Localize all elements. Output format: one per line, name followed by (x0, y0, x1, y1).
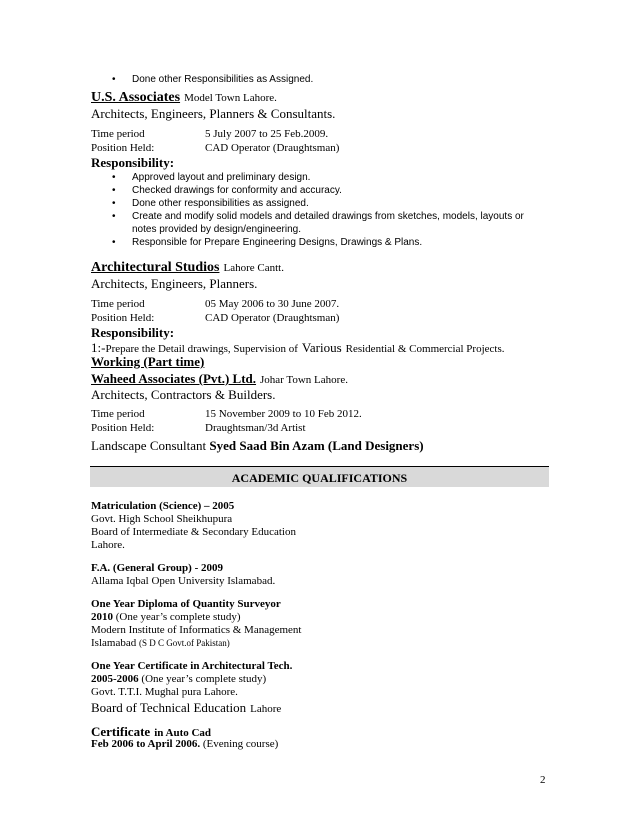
qualification-year-note: (One year’s complete study) (141, 673, 267, 685)
qualification-title: One Year Certificate in Architectural Tech. (91, 660, 293, 672)
qualification-year-line (91, 611, 240, 623)
company-name: Waheed Associates (Pvt.) Ltd. (91, 371, 257, 386)
qualification-city: Islamabad (91, 637, 137, 649)
qualification-line: Modern Institute of Informatics & Management (91, 624, 302, 636)
landscape-prefix: Landscape Consultant (91, 438, 207, 453)
qualification-line: Lahore. (91, 539, 125, 551)
resp-text-b: Various (301, 340, 342, 355)
bullet-text: notes provided by design/engineering. (132, 224, 302, 235)
bullet-text: Create and modify solid models and detailed drawings from sketches, models, layouts or (132, 211, 524, 222)
board-city: Lahore (250, 703, 282, 715)
bullet-icon: • (112, 211, 116, 222)
bullet-icon: • (112, 74, 116, 85)
qualification-dates: Feb 2006 to April 2006. (91, 738, 201, 750)
bullet-icon: • (112, 237, 116, 248)
bullet-text: Checked drawings for conformity and accuracy. (132, 185, 342, 196)
qualification-note: (Evening course) (202, 738, 279, 750)
qualification-line: Govt. T.T.I. Mughal pura Lahore. (91, 686, 238, 698)
us-associates-header (91, 88, 277, 106)
qualification-line: Govt. High School Sheikhupura (91, 513, 233, 525)
resp-text-c: Residential & Commercial Projects. (345, 343, 505, 355)
company-location: Johar Town Lahore. (260, 374, 348, 386)
qualification-year-line (91, 738, 278, 750)
company-tagline: Architects, Engineers, Planners & Consultants. (91, 106, 336, 121)
cad-title-a: Certificate (91, 724, 151, 739)
bullet-text: Done other Responsibilities as Assigned. (132, 74, 314, 85)
section-title: ACADEMIC QUALIFICATIONS (231, 471, 408, 485)
landscape-name: Syed Saad Bin Azam (Land Designers) (209, 438, 424, 453)
page-number: 2 (540, 774, 546, 786)
bullet-icon: • (112, 172, 116, 183)
time-period-label: Time period (91, 128, 145, 140)
company-name: Architectural Studios (91, 260, 220, 275)
company-location: Lahore Cantt. (223, 262, 284, 274)
qualification-line (91, 699, 281, 717)
position-value: CAD Operator (Draughtsman) (205, 142, 340, 154)
qualification-title: One Year Diploma of Quantity Surveyor (91, 598, 281, 610)
academic-qualifications-banner (90, 466, 549, 487)
waheed-header (91, 370, 348, 388)
position-value: CAD Operator (Draughtsman) (205, 312, 340, 324)
company-tagline: Architects, Engineers, Planners. (91, 276, 258, 291)
working-part-time-heading: Working (Part time) (91, 354, 205, 369)
time-period-label: Time period (91, 298, 145, 310)
responsibility-heading: Responsibility: (91, 155, 175, 170)
bullet-icon: • (112, 185, 116, 196)
landscape-line (91, 438, 424, 454)
position-value: Draughtsman/3d Artist (205, 422, 306, 434)
bullet-text: Done other responsibilities as assigned. (132, 198, 309, 209)
company-tagline: Architects, Contractors & Builders. (91, 387, 276, 402)
time-period-value: 05 May 2006 to 30 June 2007. (205, 298, 340, 310)
time-period-value: 15 November 2009 to 10 Feb 2012. (205, 408, 362, 420)
qualification-line: Board of Intermediate & Secondary Education (91, 526, 296, 538)
position-label: Position Held: (91, 422, 155, 434)
bullet-text: Approved layout and preliminary design. (132, 172, 311, 183)
qualification-title: Matriculation (Science) – 2005 (91, 500, 235, 512)
arch-studios-header (91, 258, 284, 276)
qualification-line (91, 637, 230, 649)
board-name: Board of Technical Education (91, 700, 247, 715)
time-period-label: Time period (91, 408, 145, 420)
resp-prefix: 1:- (91, 340, 106, 355)
qualification-year: 2005-2006 (91, 673, 139, 685)
responsibility-heading: Responsibility: (91, 325, 175, 340)
qualification-year-line (91, 673, 266, 685)
qualification-city-note: (S D C Govt.of Pakistan) (138, 638, 230, 648)
company-location: Model Town Lahore. (184, 92, 277, 104)
bullet-text: Responsible for Prepare Engineering Designs, Drawings & Plans. (132, 237, 423, 248)
qualification-line: Allama Iqbal Open University Islamabad. (91, 575, 276, 587)
time-period-value: 5 July 2007 to 25 Feb.2009. (205, 128, 329, 140)
cad-title-b: in Auto Cad (154, 727, 212, 739)
bullet-icon: • (112, 198, 116, 209)
position-label: Position Held: (91, 312, 155, 324)
position-label: Position Held: (91, 142, 155, 154)
resp-text-a: Prepare the Detail drawings, Supervision of (105, 343, 298, 355)
qualification-year: 2010 (91, 611, 113, 623)
qualification-title: F.A. (General Group) - 2009 (91, 562, 223, 574)
qualification-year-note: (One year’s complete study) (115, 611, 241, 623)
company-name: U.S. Associates (91, 90, 181, 105)
